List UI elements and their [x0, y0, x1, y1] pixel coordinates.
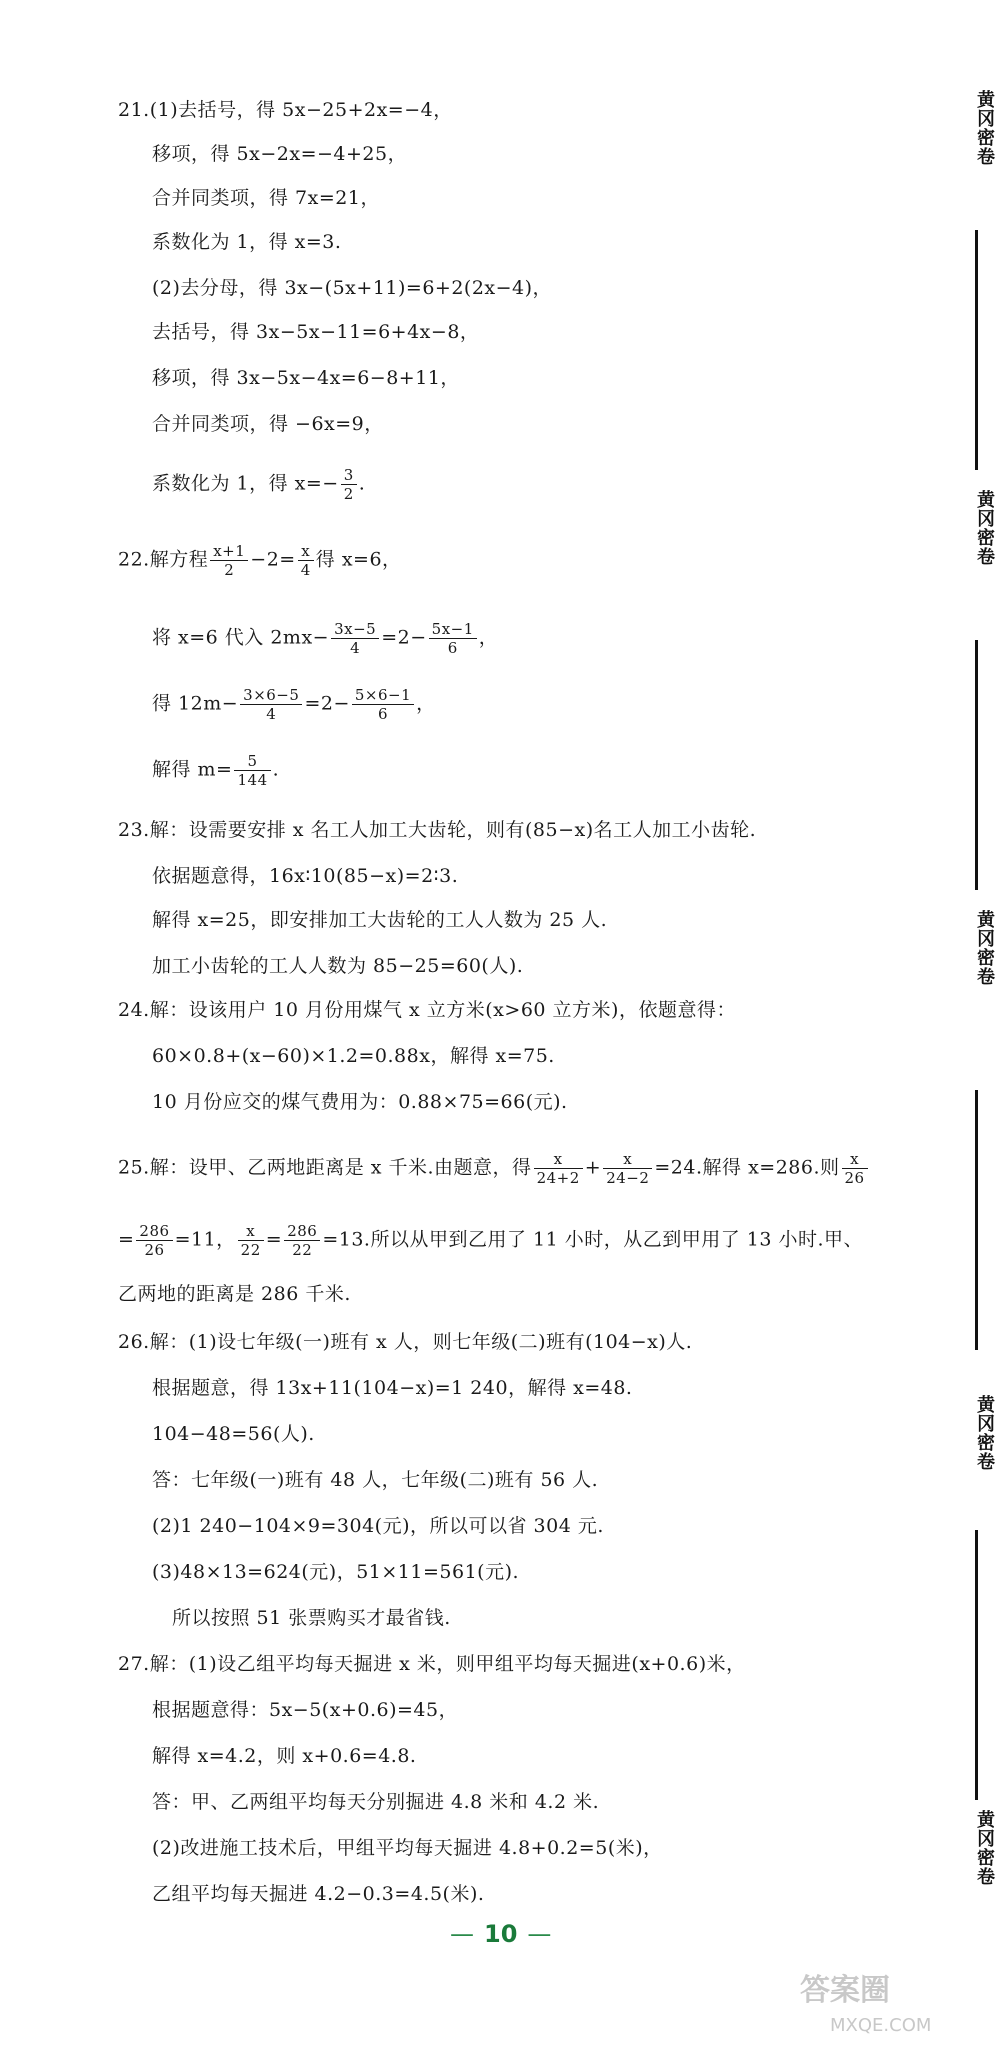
p26-line-7: 所以按照 51 张票购买才最省钱. [172, 1607, 451, 1629]
p27-line-4: 答：甲、乙两组平均每天分别掘进 4.8 米和 4.2 米. [152, 1791, 600, 1813]
sidebar-label: 黄冈密卷 [974, 910, 995, 986]
fraction [234, 752, 270, 789]
numerator: 3 [341, 466, 357, 485]
denominator: 24−2 [606, 1169, 650, 1187]
denominator: 144 [237, 771, 268, 789]
p22-line-3 [152, 686, 436, 723]
p22-l2-b: =2− [381, 626, 427, 649]
p25-l1-c: =24.解得 x=286.则 [654, 1156, 840, 1179]
numerator: 5 [234, 752, 270, 771]
p21-line-3: 合并同类项，得 7x=21， [152, 187, 380, 209]
p22-l3-b: =2− [304, 692, 350, 715]
p22-l3-a: 得 12m− [152, 692, 239, 715]
fraction [284, 1222, 320, 1259]
p26-line-6: (3)48×13=624(元)，51×11=561(元). [152, 1561, 520, 1583]
p27-line-6: 乙组平均每天掘进 4.2−0.3=4.5(米). [152, 1883, 485, 1905]
p25-l2-a: = [118, 1228, 135, 1251]
page-number-value: 10 [484, 1920, 518, 1948]
fraction [136, 1222, 172, 1259]
numerator: 286 [136, 1222, 172, 1241]
sidebar-label: 黄冈密卷 [974, 90, 995, 166]
p21-line-8: 合并同类项，得 −6x=9， [152, 413, 384, 435]
numerator: x [298, 542, 314, 561]
p21-line-2: 移项，得 5x−2x=−4+25， [152, 143, 408, 165]
p21-line-6: 去括号，得 3x−5x−11=6+4x−8， [152, 321, 480, 343]
p26-line-1: 26.解：(1)设七年级(一)班有 x 人，则七年级(二)班有(104−x)人. [118, 1331, 693, 1353]
denominator: 2 [224, 561, 235, 579]
sidebar-rule [975, 1090, 978, 1350]
p22-l1-b: −2= [250, 548, 296, 571]
sidebar-label: 黄冈密卷 [974, 1395, 995, 1471]
fraction [534, 1150, 583, 1187]
watermark-logo: 答案圈 [800, 1973, 890, 2008]
p25-line-3: 乙两地的距离是 286 千米. [118, 1283, 351, 1305]
p22-line-4 [152, 752, 279, 789]
p23-line-3: 解得 x=25，即安排加工大齿轮的工人人数为 25 人. [152, 909, 608, 931]
denominator: 4 [300, 561, 311, 579]
denominator: 4 [266, 705, 277, 723]
p21-line-1: 21.(1)去括号，得 5x−25+2x=−4， [118, 99, 453, 121]
sidebar-label: 黄冈密卷 [974, 1810, 995, 1886]
p22-l1-c: 得 x=6， [315, 548, 402, 571]
p27-line-5: (2)改进施工技术后，甲组平均每天掘进 4.8+0.2=5(米)， [152, 1837, 663, 1859]
sidebar-rule [975, 1530, 978, 1800]
denominator: 4 [350, 639, 361, 657]
fraction [238, 1222, 264, 1259]
sidebar-rule [975, 230, 978, 470]
p25-l1-b: + [584, 1156, 602, 1179]
fraction [298, 542, 314, 579]
numerator: x [238, 1222, 264, 1241]
numerator: x [534, 1150, 583, 1169]
p24-line-2: 60×0.8+(x−60)×1.2=0.88x，解得 x=75. [152, 1045, 555, 1067]
p26-line-4: 答：七年级(一)班有 48 人，七年级(二)班有 56 人. [152, 1469, 599, 1491]
fraction [341, 466, 357, 503]
p22-l1-a: 22.解方程 [118, 548, 209, 571]
denominator: 26 [144, 1241, 165, 1259]
p21-l9-end: . [358, 472, 366, 495]
p27-line-3: 解得 x=4.2，则 x+0.6=4.8. [152, 1745, 417, 1767]
p27-line-1: 27.解：(1)设乙组平均每天掘进 x 米，则甲组平均每天掘进(x+0.6)米， [118, 1653, 746, 1675]
numerator: 3x−5 [331, 620, 379, 639]
dash-right-icon: — [527, 1920, 552, 1948]
p25-l2-c: = [265, 1228, 283, 1251]
numerator: 5x−1 [429, 620, 477, 639]
p25-l1-a: 25.解：设甲、乙两地距离是 x 千米.由题意，得 [118, 1156, 532, 1179]
sidebar-rule [975, 640, 978, 890]
p26-line-3: 104−48=56(人). [152, 1423, 315, 1445]
denominator: 24+2 [536, 1169, 580, 1187]
p22-l2-a: 将 x=6 代入 2mx− [152, 626, 330, 649]
p27-line-2: 根据题意得：5x−5(x+0.6)=45， [152, 1699, 459, 1721]
p25-line-2 [118, 1222, 863, 1259]
sidebar-label: 黄冈密卷 [974, 490, 995, 566]
p26-line-2: 根据题意，得 13x+11(104−x)=1 240，解得 x=48. [152, 1377, 633, 1399]
denominator: 6 [377, 705, 389, 723]
denominator: 6 [447, 639, 458, 657]
p22-l3-c: ， [416, 692, 436, 715]
numerator: 3×6−5 [240, 686, 302, 705]
fraction [842, 1150, 868, 1187]
numerator: x [603, 1150, 652, 1169]
p25-line-1 [118, 1150, 870, 1187]
p23-line-1: 23.解：设需要安排 x 名工人加工大齿轮，则有(85−x)名工人加工小齿轮. [118, 819, 757, 841]
p24-line-1: 24.解：设该用户 10 月份用煤气 x 立方米(x>60 立方米)，依题意得： [118, 999, 736, 1021]
dash-left-icon: — [450, 1920, 474, 1948]
p25-l2-d: =13.所以从甲到乙用了 11 小时，从乙到甲用了 13 小时.甲、 [322, 1228, 864, 1251]
denominator: 22 [240, 1241, 261, 1259]
p21-line-4: 系数化为 1，得 x=3. [152, 231, 342, 253]
right-sidebar [958, 0, 1000, 2059]
fraction [603, 1150, 652, 1187]
numerator: 5×6−1 [352, 686, 414, 705]
p21-l9-text: 系数化为 1，得 x=− [152, 472, 339, 495]
numerator: x+1 [210, 542, 248, 561]
p26-line-5: (2)1 240−104×9=304(元)，所以可以省 304 元. [152, 1515, 604, 1537]
numerator: x [842, 1150, 868, 1169]
p22-l4-b: . [272, 758, 280, 781]
p24-line-3: 10 月份应交的煤气费用为：0.88×75=66(元). [152, 1091, 568, 1113]
p23-line-4: 加工小齿轮的工人人数为 85−25=60(人). [152, 955, 524, 977]
fraction [429, 620, 477, 657]
p21-line-5: (2)去分母，得 3x−(5x+11)=6+2(2x−4)， [152, 277, 553, 299]
fraction [352, 686, 414, 723]
p21-line-9 [152, 466, 365, 503]
denominator: 26 [844, 1169, 865, 1187]
p22-l4-a: 解得 m= [152, 758, 233, 781]
numerator: 286 [284, 1222, 320, 1241]
p22-line-2 [152, 620, 498, 657]
denominator: 2 [343, 485, 354, 503]
p25-l2-b: =11， [174, 1228, 236, 1251]
p21-line-7: 移项，得 3x−5x−4x=6−8+11， [152, 367, 460, 389]
fraction [240, 686, 302, 723]
watermark-url: MXQE.COM [830, 2015, 932, 2036]
fraction [331, 620, 379, 657]
page-number [440, 1920, 561, 1948]
denominator: 22 [292, 1241, 313, 1259]
p22-line-1 [118, 542, 402, 579]
p23-line-2: 依据题意得，16x∶10(85−x)=2∶3. [152, 865, 459, 887]
fraction [210, 542, 248, 579]
p22-l2-c: ， [478, 626, 499, 649]
